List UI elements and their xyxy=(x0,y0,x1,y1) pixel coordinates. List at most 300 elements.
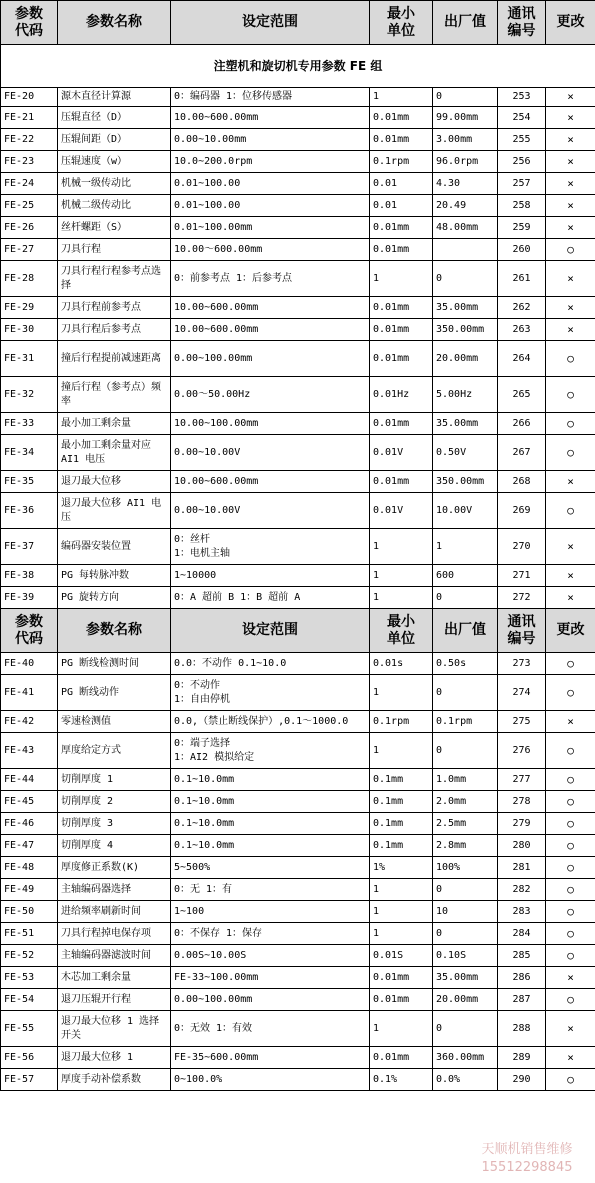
table-row xyxy=(1,377,595,413)
comm-number-cell: 259 xyxy=(498,217,546,239)
param-code-cell: FE-24 xyxy=(1,173,58,195)
modify-cell: ○ xyxy=(546,945,595,967)
min-unit-cell: 0.01 xyxy=(370,195,433,217)
table-row xyxy=(1,471,595,493)
range-cell: 1~100 xyxy=(171,901,370,923)
column-header: 通讯 编号 xyxy=(498,609,546,653)
param-name-cell: 厚度修正系数(K) xyxy=(58,857,171,879)
min-unit-cell: 0.1mm xyxy=(370,835,433,857)
default-value-cell: 0.10S xyxy=(433,945,498,967)
comm-number-cell: 261 xyxy=(498,261,546,297)
default-value-cell: 0.0% xyxy=(433,1069,498,1091)
default-value-cell: 0 xyxy=(433,88,498,107)
table-row xyxy=(1,835,595,857)
param-code-cell: FE-42 xyxy=(1,711,58,733)
comm-number-cell: 287 xyxy=(498,989,546,1011)
min-unit-cell: 0.01mm xyxy=(370,471,433,493)
param-code-cell: FE-34 xyxy=(1,435,58,471)
table-row xyxy=(1,107,595,129)
column-header: 更改 xyxy=(546,609,595,653)
default-value-cell: 5.00Hz xyxy=(433,377,498,413)
param-name-cell: 零速检测值 xyxy=(58,711,171,733)
param-name-cell: 压辊速度（w） xyxy=(58,151,171,173)
param-code-cell: FE-54 xyxy=(1,989,58,1011)
table-row xyxy=(1,217,595,239)
modify-cell: × xyxy=(546,967,595,989)
min-unit-cell: 1 xyxy=(370,923,433,945)
param-name-cell: 切削厚度 2 xyxy=(58,791,171,813)
param-code-cell: FE-27 xyxy=(1,239,58,261)
range-cell: 0.1~10.0mm xyxy=(171,791,370,813)
range-cell: 0：无 1：有 xyxy=(171,879,370,901)
range-cell: 0.00~10.00mm xyxy=(171,129,370,151)
default-value-cell xyxy=(433,239,498,261)
param-name-cell: PG 旋转方向 xyxy=(58,587,171,609)
modify-cell: ○ xyxy=(546,769,595,791)
range-cell: 0.00～50.00Hz xyxy=(171,377,370,413)
default-value-cell: 350.00mm xyxy=(433,319,498,341)
param-name-cell: 压辊直径（D） xyxy=(58,107,171,129)
min-unit-cell: 0.01 xyxy=(370,173,433,195)
table-row xyxy=(1,88,595,107)
default-value-cell: 1 xyxy=(433,529,498,565)
min-unit-cell: 0.01mm xyxy=(370,319,433,341)
param-code-cell: FE-32 xyxy=(1,377,58,413)
range-cell: 0.1~10.0mm xyxy=(171,835,370,857)
comm-number-cell: 282 xyxy=(498,879,546,901)
param-name-cell: 厚度给定方式 xyxy=(58,733,171,769)
param-code-cell: FE-48 xyxy=(1,857,58,879)
default-value-cell: 2.0mm xyxy=(433,791,498,813)
table-row xyxy=(1,711,595,733)
comm-number-cell: 270 xyxy=(498,529,546,565)
min-unit-cell: 0.1rpm xyxy=(370,711,433,733)
comm-number-cell: 290 xyxy=(498,1069,546,1091)
table-row xyxy=(1,587,595,609)
param-name-cell: 丝杆螺距（S） xyxy=(58,217,171,239)
modify-cell: × xyxy=(546,195,595,217)
comm-number-cell: 258 xyxy=(498,195,546,217)
param-name-cell: 主轴编码器选择 xyxy=(58,879,171,901)
param-name-cell: 木芯加工剩余量 xyxy=(58,967,171,989)
table-row xyxy=(1,565,595,587)
range-cell: 0.00S~10.00S xyxy=(171,945,370,967)
column-header: 参数 代码 xyxy=(1,1,58,45)
modify-cell: ○ xyxy=(546,377,595,413)
default-value-cell: 48.00mm xyxy=(433,217,498,239)
table-row xyxy=(1,733,595,769)
comm-number-cell: 272 xyxy=(498,587,546,609)
comm-number-cell: 288 xyxy=(498,1011,546,1047)
table-row xyxy=(1,945,595,967)
range-cell: 0.00~10.00V xyxy=(171,493,370,529)
modify-cell: × xyxy=(546,173,595,195)
param-name-cell: 刀具行程前参考点 xyxy=(58,297,171,319)
default-value-cell: 35.00mm xyxy=(433,413,498,435)
table-row xyxy=(1,791,595,813)
default-value-cell: 1.0mm xyxy=(433,769,498,791)
table-row xyxy=(1,319,595,341)
min-unit-cell: 1 xyxy=(370,587,433,609)
comm-number-cell: 284 xyxy=(498,923,546,945)
column-header: 参数名称 xyxy=(58,1,171,45)
param-code-cell: FE-36 xyxy=(1,493,58,529)
range-cell: 0：无效 1：有效 xyxy=(171,1011,370,1047)
range-cell: FE-33~100.00mm xyxy=(171,967,370,989)
param-name-cell: 主轴编码器滤波时间 xyxy=(58,945,171,967)
default-value-cell: 0 xyxy=(433,1011,498,1047)
range-cell: 5~500% xyxy=(171,857,370,879)
modify-cell: × xyxy=(546,1047,595,1069)
param-name-cell: 最小加工剩余量对应 AI1 电压 xyxy=(58,435,171,471)
table-row xyxy=(1,529,595,565)
param-code-cell: FE-45 xyxy=(1,791,58,813)
param-code-cell: FE-43 xyxy=(1,733,58,769)
param-code-cell: FE-56 xyxy=(1,1047,58,1069)
comm-number-cell: 255 xyxy=(498,129,546,151)
param-name-cell: 撞后行程提前减速距离 xyxy=(58,341,171,377)
param-code-cell: FE-38 xyxy=(1,565,58,587)
min-unit-cell: 1 xyxy=(370,261,433,297)
range-cell: 0：编码器 1：位移传感器 xyxy=(171,88,370,107)
default-value-cell: 0.50V xyxy=(433,435,498,471)
param-code-cell: FE-40 xyxy=(1,653,58,675)
range-cell: 0.00~10.00V xyxy=(171,435,370,471)
modify-cell: ○ xyxy=(546,435,595,471)
param-code-cell: FE-29 xyxy=(1,297,58,319)
param-code-cell: FE-33 xyxy=(1,413,58,435)
param-code-cell: FE-51 xyxy=(1,923,58,945)
modify-cell: × xyxy=(546,151,595,173)
column-header: 最小 单位 xyxy=(370,1,433,45)
min-unit-cell: 1 xyxy=(370,733,433,769)
table-row xyxy=(1,1047,595,1069)
default-value-cell: 4.30 xyxy=(433,173,498,195)
modify-cell: ○ xyxy=(546,989,595,1011)
modify-cell: × xyxy=(546,319,595,341)
param-name-cell: 机械二级传动比 xyxy=(58,195,171,217)
range-cell: 0：不动作 1：自由停机 xyxy=(171,675,370,711)
table-row xyxy=(1,989,595,1011)
range-cell: 10.0~200.0rpm xyxy=(171,151,370,173)
comm-number-cell: 278 xyxy=(498,791,546,813)
section-row xyxy=(1,45,595,88)
param-name-cell: 刀具行程后参考点 xyxy=(58,319,171,341)
section-title: 注塑机和旋切机专用参数 FE 组 xyxy=(1,45,595,88)
table-row xyxy=(1,901,595,923)
param-name-cell: 退刀最大位移 AI1 电压 xyxy=(58,493,171,529)
comm-number-cell: 265 xyxy=(498,377,546,413)
default-value-cell: 0 xyxy=(433,675,498,711)
modify-cell: ○ xyxy=(546,733,595,769)
param-code-cell: FE-49 xyxy=(1,879,58,901)
modify-cell: × xyxy=(546,711,595,733)
comm-number-cell: 285 xyxy=(498,945,546,967)
table-row xyxy=(1,769,595,791)
modify-cell: ○ xyxy=(546,413,595,435)
modify-cell: ○ xyxy=(546,341,595,377)
min-unit-cell: 0.01mm xyxy=(370,989,433,1011)
modify-cell: ○ xyxy=(546,493,595,529)
min-unit-cell: 0.01mm xyxy=(370,129,433,151)
default-value-cell: 0.50s xyxy=(433,653,498,675)
modify-cell: × xyxy=(546,471,595,493)
modify-cell: ○ xyxy=(546,923,595,945)
param-name-cell: 编码器安装位置 xyxy=(58,529,171,565)
param-code-cell: FE-44 xyxy=(1,769,58,791)
comm-number-cell: 267 xyxy=(498,435,546,471)
range-cell: FE-35~600.00mm xyxy=(171,1047,370,1069)
min-unit-cell: 0.01mm xyxy=(370,967,433,989)
param-name-cell: 厚度手动补偿系数 xyxy=(58,1069,171,1091)
modify-cell: × xyxy=(546,587,595,609)
default-value-cell: 0 xyxy=(433,261,498,297)
param-code-cell: FE-46 xyxy=(1,813,58,835)
table-row xyxy=(1,341,595,377)
column-header: 设定范围 xyxy=(171,1,370,45)
range-cell: 0.1~10.0mm xyxy=(171,813,370,835)
table-row xyxy=(1,1069,595,1091)
table-row xyxy=(1,413,595,435)
param-name-cell: PG 每转脉冲数 xyxy=(58,565,171,587)
table-row xyxy=(1,923,595,945)
modify-cell: ○ xyxy=(546,239,595,261)
comm-number-cell: 283 xyxy=(498,901,546,923)
modify-cell: × xyxy=(546,1011,595,1047)
min-unit-cell: 0.01S xyxy=(370,945,433,967)
modify-cell: × xyxy=(546,107,595,129)
comm-number-cell: 263 xyxy=(498,319,546,341)
default-value-cell: 10.00V xyxy=(433,493,498,529)
column-header: 参数 代码 xyxy=(1,609,58,653)
default-value-cell: 96.0rpm xyxy=(433,151,498,173)
min-unit-cell: 1 xyxy=(370,565,433,587)
range-cell: 10.00~600.00mm xyxy=(171,107,370,129)
comm-number-cell: 260 xyxy=(498,239,546,261)
comm-number-cell: 274 xyxy=(498,675,546,711)
range-cell: 0.1~10.0mm xyxy=(171,769,370,791)
table-header-row xyxy=(1,609,595,653)
comm-number-cell: 280 xyxy=(498,835,546,857)
comm-number-cell: 264 xyxy=(498,341,546,377)
min-unit-cell: 1 xyxy=(370,1011,433,1047)
default-value-cell: 0 xyxy=(433,733,498,769)
param-code-cell: FE-41 xyxy=(1,675,58,711)
param-name-cell: 源木直径计算源 xyxy=(58,88,171,107)
column-header: 通讯 编号 xyxy=(498,1,546,45)
param-code-cell: FE-21 xyxy=(1,107,58,129)
param-name-cell: 切削厚度 4 xyxy=(58,835,171,857)
default-value-cell: 20.49 xyxy=(433,195,498,217)
range-cell: 0：不保存 1：保存 xyxy=(171,923,370,945)
table-row xyxy=(1,173,595,195)
range-cell: 0.01~100.00 xyxy=(171,195,370,217)
range-cell: 0.00~100.00mm xyxy=(171,341,370,377)
modify-cell: × xyxy=(546,529,595,565)
column-header: 出厂值 xyxy=(433,1,498,45)
default-value-cell: 35.00mm xyxy=(433,297,498,319)
range-cell: 10.00~600.00mm xyxy=(171,471,370,493)
min-unit-cell: 0.01s xyxy=(370,653,433,675)
min-unit-cell: 1 xyxy=(370,879,433,901)
param-name-cell: 刀具行程掉电保存项 xyxy=(58,923,171,945)
min-unit-cell: 0.1mm xyxy=(370,791,433,813)
modify-cell: ○ xyxy=(546,857,595,879)
range-cell: 10.00～600.00mm xyxy=(171,239,370,261)
default-value-cell: 2.5mm xyxy=(433,813,498,835)
min-unit-cell: 1% xyxy=(370,857,433,879)
comm-number-cell: 275 xyxy=(498,711,546,733)
modify-cell: ○ xyxy=(546,835,595,857)
modify-cell: ○ xyxy=(546,1069,595,1091)
modify-cell: ○ xyxy=(546,653,595,675)
modify-cell: × xyxy=(546,297,595,319)
default-value-cell: 20.00mm xyxy=(433,341,498,377)
table-row xyxy=(1,435,595,471)
range-cell: 0.00~100.00mm xyxy=(171,989,370,1011)
min-unit-cell: 0.01mm xyxy=(370,413,433,435)
modify-cell: ○ xyxy=(546,901,595,923)
min-unit-cell: 0.01mm xyxy=(370,297,433,319)
param-name-cell: 退刀最大位移 xyxy=(58,471,171,493)
param-code-cell: FE-52 xyxy=(1,945,58,967)
min-unit-cell: 1 xyxy=(370,529,433,565)
param-name-cell: 进给频率刷新时间 xyxy=(58,901,171,923)
param-name-cell: 机械一级传动比 xyxy=(58,173,171,195)
range-cell: 10.00~600.00mm xyxy=(171,297,370,319)
min-unit-cell: 0.1rpm xyxy=(370,151,433,173)
table-row xyxy=(1,151,595,173)
column-header: 设定范围 xyxy=(171,609,370,653)
table-row xyxy=(1,857,595,879)
comm-number-cell: 253 xyxy=(498,88,546,107)
param-name-cell: 切削厚度 1 xyxy=(58,769,171,791)
modify-cell: × xyxy=(546,565,595,587)
table-row xyxy=(1,879,595,901)
param-code-cell: FE-23 xyxy=(1,151,58,173)
column-header: 最小 单位 xyxy=(370,609,433,653)
table-row xyxy=(1,1011,595,1047)
default-value-cell: 20.00mm xyxy=(433,989,498,1011)
comm-number-cell: 256 xyxy=(498,151,546,173)
param-code-cell: FE-57 xyxy=(1,1069,58,1091)
watermark-text: 天顺机销售维修 xyxy=(481,1142,573,1157)
default-value-cell: 0 xyxy=(433,879,498,901)
param-code-cell: FE-53 xyxy=(1,967,58,989)
default-value-cell: 600 xyxy=(433,565,498,587)
range-cell: 0：丝杆 1：电机主轴 xyxy=(171,529,370,565)
comm-number-cell: 289 xyxy=(498,1047,546,1069)
table-row xyxy=(1,297,595,319)
modify-cell: × xyxy=(546,88,595,107)
param-code-cell: FE-39 xyxy=(1,587,58,609)
comm-number-cell: 277 xyxy=(498,769,546,791)
param-name-cell: 压辊间距（D） xyxy=(58,129,171,151)
param-name-cell: PG 断线动作 xyxy=(58,675,171,711)
param-code-cell: FE-25 xyxy=(1,195,58,217)
param-name-cell: 最小加工剩余量 xyxy=(58,413,171,435)
param-code-cell: FE-50 xyxy=(1,901,58,923)
min-unit-cell: 0.01V xyxy=(370,493,433,529)
comm-number-cell: 266 xyxy=(498,413,546,435)
comm-number-cell: 281 xyxy=(498,857,546,879)
range-cell: 0：A 超前 B 1：B 超前 A xyxy=(171,587,370,609)
comm-number-cell: 271 xyxy=(498,565,546,587)
param-code-cell: FE-55 xyxy=(1,1011,58,1047)
param-code-cell: FE-31 xyxy=(1,341,58,377)
min-unit-cell: 0.01mm xyxy=(370,341,433,377)
param-name-cell: 退刀最大位移 1 选择开关 xyxy=(58,1011,171,1047)
comm-number-cell: 273 xyxy=(498,653,546,675)
range-cell: 0.0,（禁止断线保护）,0.1～1000.0 xyxy=(171,711,370,733)
default-value-cell: 3.00mm xyxy=(433,129,498,151)
default-value-cell: 360.00mm xyxy=(433,1047,498,1069)
table-row xyxy=(1,813,595,835)
min-unit-cell: 1 xyxy=(370,901,433,923)
param-name-cell: 切削厚度 3 xyxy=(58,813,171,835)
watermark xyxy=(467,1141,587,1177)
min-unit-cell: 0.1mm xyxy=(370,813,433,835)
modify-cell: ○ xyxy=(546,879,595,901)
param-code-cell: FE-37 xyxy=(1,529,58,565)
min-unit-cell: 0.01Hz xyxy=(370,377,433,413)
table-row xyxy=(1,493,595,529)
default-value-cell: 2.8mm xyxy=(433,835,498,857)
default-value-cell: 0.1rpm xyxy=(433,711,498,733)
table-row xyxy=(1,195,595,217)
table-row xyxy=(1,653,595,675)
modify-cell: ○ xyxy=(546,675,595,711)
table-row xyxy=(1,129,595,151)
param-name-cell: 刀具行程行程参考点选择 xyxy=(58,261,171,297)
default-value-cell: 350.00mm xyxy=(433,471,498,493)
param-name-cell: 撞后行程（参考点）频率 xyxy=(58,377,171,413)
table-row xyxy=(1,967,595,989)
range-cell: 0.01~100.00 xyxy=(171,173,370,195)
param-name-cell: 退刀最大位移 1 xyxy=(58,1047,171,1069)
range-cell: 0.0：不动作 0.1~10.0 xyxy=(171,653,370,675)
default-value-cell: 0 xyxy=(433,923,498,945)
table-row xyxy=(1,239,595,261)
comm-number-cell: 254 xyxy=(498,107,546,129)
min-unit-cell: 0.01mm xyxy=(370,217,433,239)
table-header-row xyxy=(1,1,595,45)
param-code-cell: FE-20 xyxy=(1,88,58,107)
param-code-cell: FE-28 xyxy=(1,261,58,297)
default-value-cell: 99.00mm xyxy=(433,107,498,129)
modify-cell: ○ xyxy=(546,813,595,835)
default-value-cell: 0 xyxy=(433,587,498,609)
column-header: 出厂值 xyxy=(433,609,498,653)
param-code-cell: FE-35 xyxy=(1,471,58,493)
range-cell: 0：前参考点 1：后参考点 xyxy=(171,261,370,297)
range-cell: 10.00~600.00mm xyxy=(171,319,370,341)
modify-cell: × xyxy=(546,217,595,239)
min-unit-cell: 1 xyxy=(370,675,433,711)
default-value-cell: 35.00mm xyxy=(433,967,498,989)
min-unit-cell: 0.01mm xyxy=(370,1047,433,1069)
comm-number-cell: 269 xyxy=(498,493,546,529)
param-name-cell: 刀具行程 xyxy=(58,239,171,261)
column-header: 参数名称 xyxy=(58,609,171,653)
min-unit-cell: 1 xyxy=(370,88,433,107)
modify-cell: ○ xyxy=(546,791,595,813)
watermark-phone: 15512298845 xyxy=(481,1160,573,1175)
comm-number-cell: 276 xyxy=(498,733,546,769)
modify-cell: × xyxy=(546,129,595,151)
comm-number-cell: 279 xyxy=(498,813,546,835)
range-cell: 1~10000 xyxy=(171,565,370,587)
